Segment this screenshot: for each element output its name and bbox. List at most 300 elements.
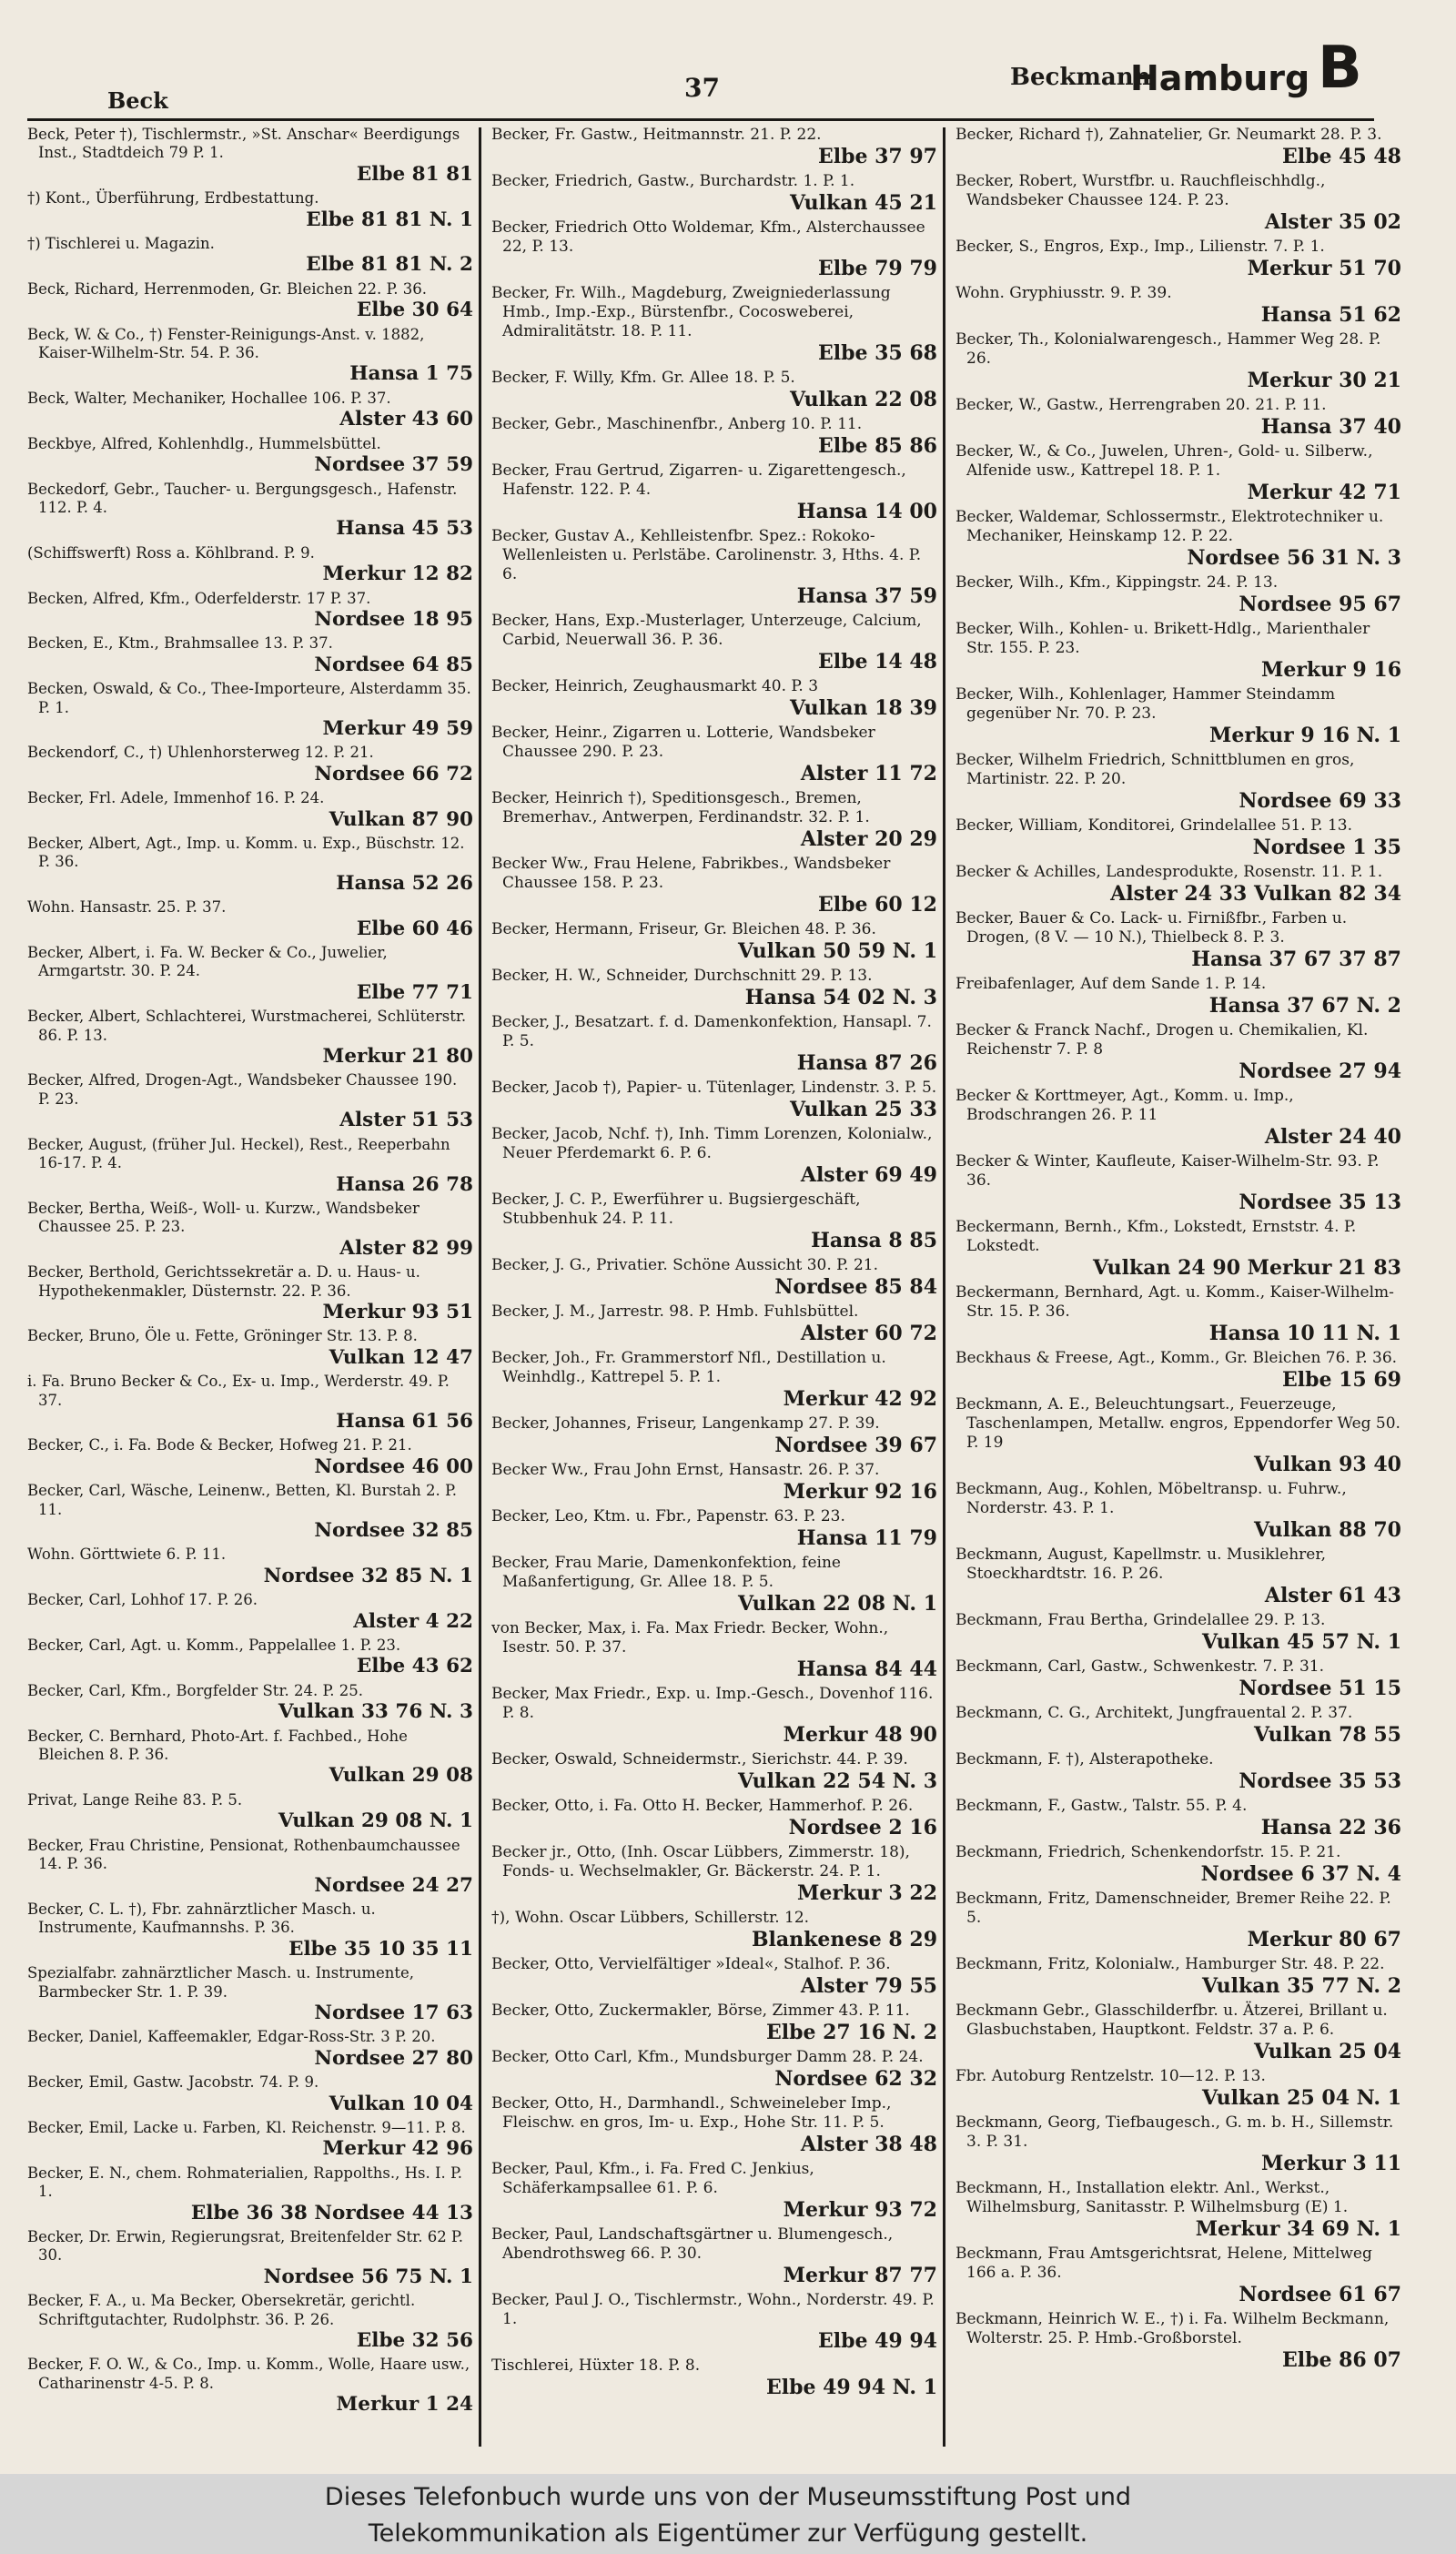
entry-text: Beckmann, Fritz, Damenschneider, Bremer Reihe 22. P. 5. [956, 1890, 1391, 1927]
entry-phone-number: Hansa 37 59 [796, 584, 937, 608]
entry-text: Beckermann, Bernh., Kfm., Lokstedt, Ernststr. 4. P. Lokstedt. [956, 1218, 1357, 1255]
entry-text: Beckendorf, C., †) Uhlenhorsterweg 12. P. 21. [27, 744, 374, 762]
entry-phone-number: Vulkan 22 08 N. 1 [737, 1592, 937, 1616]
directory-entry [27, 2164, 473, 2225]
directory-entry [27, 1200, 473, 1260]
entry-text: i. Fa. Bruno Becker & Co., Ex- u. Imp., Werderstr. 49. P. 37. [27, 1373, 450, 1409]
directory-entry [491, 126, 937, 168]
entry-text: Beckmann, Frau Bertha, Grindelallee 29. P. 13. [956, 1611, 1326, 1629]
entry-phone-number: Hansa 84 44 [796, 1657, 937, 1681]
entry-phone-number: Elbe 37 97 [817, 145, 937, 168]
entry-phone-number: Vulkan 78 55 [1253, 1723, 1401, 1747]
entry-text: Becker, W., Gastw., Herrengraben 20. 21. P. 11. [956, 396, 1327, 414]
entry-text: Becker, Wilh., Kohlen- u. Brikett-Hdlg., Marienthaler Str. 155. P. 23. [956, 620, 1370, 657]
entry-text: Becker, Fr. Wilh., Magdeburg, Zweigniederlassung Hmb., Imp.-Exp., Bürstenfbr., Cocosweberei, Admiralitätstr. 18. P. 11. [491, 284, 891, 340]
entry-phone-number: Alster 61 43 [1264, 1584, 1401, 1607]
directory-entry [491, 855, 937, 917]
directory-entry [27, 2028, 473, 2070]
directory-entry [956, 2067, 1401, 2110]
directory-entry [27, 2228, 473, 2288]
entry-text: Becker & Korttmeyer, Agt., Komm. u. Imp., Brodschrangen 26. P. 11 [956, 1087, 1294, 1124]
directory-entry [27, 481, 473, 541]
directory-entry [27, 1837, 473, 1897]
entry-text: Becker, Albert, i. Fa. W. Becker & Co., Juwelier, Armgartstr. 30. P. 24. [27, 944, 388, 980]
entry-phone-number: Nordsee 95 67 [1239, 593, 1401, 616]
entry-text: Becker, J. G., Privatier. Schöne Aussicht 30. P. 21. [491, 1256, 878, 1274]
entry-phone-number: Elbe 15 69 [1281, 1368, 1401, 1392]
entry-phone-number: Elbe 35 10 35 11 [288, 1937, 473, 1961]
entry-phone-number: Nordsee 27 94 [1239, 1059, 1401, 1083]
page-number: 37 [684, 73, 720, 103]
entry-text: Becker, Heinrich, Zeughausmarkt 40. P. 3 [491, 677, 819, 695]
entry-text: Beckmann, Friedrich, Schenkendorfstr. 15. P. 21. [956, 1843, 1341, 1861]
entry-text: Beckmann, F., Gastw., Talstr. 55. P. 4. [956, 1797, 1248, 1815]
entry-phone-number: Hansa 37 40 [1260, 415, 1401, 439]
entry-text: Becker, Emil, Gastw. Jacobstr. 74. P. 9. [27, 2073, 319, 2092]
entry-phone-number: Merkur 9 16 [1260, 658, 1401, 682]
entry-phone-number: Merkur 9 16 N. 1 [1209, 724, 1401, 747]
entry-text: Becker, Max Friedr., Exp. u. Imp.-Gesch., Dovenhof 116. P. 8. [491, 1685, 934, 1722]
directory-entry [491, 415, 937, 458]
entry-text: Becker, Carl, Lohhof 17. P. 26. [27, 1591, 258, 1609]
directory-entry [956, 620, 1401, 682]
entry-phone-number: Merkur 42 96 [322, 2137, 473, 2161]
directory-entry [491, 1955, 937, 1998]
entry-text: Beckmann, Heinrich W. E., †) i. Fa. Wilhelm Beckmann, Wolterstr. 25. P. Hmb.-Großborstel. [956, 2310, 1390, 2347]
directory-entry [27, 1546, 473, 1587]
entry-text: Becker, Carl, Agt. u. Komm., Pappelallee 1. P. 23. [27, 1637, 401, 1655]
entry-text: Beckmann, Georg, Tiefbaugesch., G. m. b. H., Sillemstr. 3. P. 31. [956, 2113, 1394, 2151]
entry-text: Beckbye, Alfred, Kohlenhdlg., Hummelsbüttel. [27, 434, 381, 452]
entry-text: Beckmann, August, Kapellmstr. u. Musiklehrer, Stoeckhardtstr. 16. P. 26. [956, 1546, 1327, 1583]
entry-phone-number: Nordsee 61 67 [1239, 2283, 1401, 2306]
directory-entry [956, 1611, 1401, 1654]
entry-text: Becker, Jacob, Nchf. †), Inh. Timm Lorenzen, Kolonialw., Neuer Pferdemarkt 6. P. 6. [491, 1125, 933, 1162]
directory-entry [27, 1682, 473, 1724]
entry-phone-number: Merkur 42 92 [783, 1387, 937, 1411]
directory-entry [491, 1797, 937, 1839]
entry-phone-number: Vulkan 22 54 N. 3 [737, 1769, 937, 1793]
entry-text: Becker, C., i. Fa. Bode & Becker, Hofweg 21. P. 21. [27, 1436, 412, 1454]
directory-entry [491, 967, 937, 1009]
entry-phone-number: Alster 82 99 [339, 1236, 473, 1260]
entry-text: Beckmann, Aug., Kohlen, Möbeltransp. u. Fuhrw., Norderstr. 43. P. 1. [956, 1480, 1347, 1517]
directory-entry [956, 1480, 1401, 1542]
entry-text: Becker, Otto Carl, Kfm., Mundsburger Damm 28. P. 24. [491, 2048, 924, 2066]
entry-text: Beck, W. & Co., †) Fenster-Reinigungs-Anst. v. 1882, Kaiser-Wilhelm-Str. 54. P. 36. [27, 325, 425, 362]
directory-entry [491, 789, 937, 851]
directory-entry [491, 2160, 937, 2222]
directory-entry [491, 1554, 937, 1616]
entry-phone-number: Alster 4 22 [353, 1609, 473, 1633]
entry-phone-number: Alster 51 53 [339, 1109, 473, 1132]
directory-entry [27, 1964, 473, 2024]
header-left-guide-word: Beck [107, 87, 168, 114]
entry-phone-number: Nordsee 32 85 [314, 1519, 473, 1542]
footer-notice [0, 2474, 1456, 2554]
entry-phone-number: Merkur 80 67 [1247, 1928, 1401, 1951]
directory-entry [27, 189, 473, 231]
entry-phone-number: Vulkan 22 08 [789, 388, 937, 411]
directory-entry [27, 634, 473, 676]
entry-phone-number: Nordsee 6 37 N. 4 [1200, 1862, 1401, 1886]
directory-entry [956, 1890, 1401, 1951]
entry-text: Becker, Alfred, Drogen-Agt., Wandsbeker Chaussee 190. P. 23. [27, 1071, 458, 1108]
entry-text: Becker, Carl, Kfm., Borgfelder Str. 24. P. 25. [27, 1681, 363, 1699]
directory-entry [27, 2356, 473, 2416]
entry-phone-number: Elbe 60 46 [356, 917, 473, 940]
entry-text: Becker, Otto, Vervielfältiger »Ideal«, Stalhof. P. 36. [491, 1955, 891, 1973]
entry-phone-number: Nordsee 18 95 [314, 607, 473, 631]
entry-text: Becker, Wilh., Kohlenlager, Hammer Steindamm gegenüber Nr. 70. P. 23. [956, 685, 1336, 723]
entry-text: Becker, Otto, H., Darmhandl., Schweineleber Imp., Fleischw. en gros, Im- u. Exp., Hohe Str. 11. P. 5. [491, 2094, 892, 2132]
entry-text: Becker, Otto, Zuckermakler, Börse, Zimmer 43. P. 11. [491, 2002, 910, 2020]
directory-entry [956, 2113, 1401, 2175]
entry-phone-number: Elbe 43 62 [356, 1655, 473, 1678]
entry-phone-number: Elbe 32 56 [356, 2329, 473, 2353]
directory-entry [491, 1349, 937, 1411]
directory-entry [491, 1414, 937, 1457]
entry-phone-number: Hansa 52 26 [336, 871, 473, 895]
directory-entry [491, 1461, 937, 1504]
directory-entry [956, 2245, 1401, 2306]
entry-phone-number: Nordsee 51 15 [1239, 1677, 1401, 1700]
entry-text: Becker, William, Konditorei, Grindelallee 51. P. 13. [956, 816, 1353, 835]
directory-entry [27, 2073, 473, 2115]
directory-entry [491, 284, 937, 365]
entry-phone-number: Alster 24 40 [1264, 1125, 1401, 1149]
entry-phone-number: Vulkan 18 39 [789, 696, 937, 720]
directory-entry [491, 369, 937, 411]
entry-phone-number: Vulkan 93 40 [1253, 1453, 1401, 1476]
directory-entry [491, 1909, 937, 1951]
directory-entry [491, 1843, 937, 1905]
directory-entry [27, 1728, 473, 1788]
entry-phone-number: Elbe 30 64 [356, 299, 473, 322]
entry-phone-number: Vulkan 33 76 N. 3 [278, 1700, 473, 1724]
entry-text: Becker, Th., Kolonialwarengesch., Hammer Weg 28. P. 26. [956, 330, 1381, 368]
entry-phone-number: Hansa 11 79 [796, 1526, 937, 1550]
entry-phone-number: Nordsee 46 00 [314, 1454, 473, 1478]
directory-entry [956, 126, 1401, 168]
entry-text: Becker, Heinrich †), Speditionsgesch., Bremen, Bremerhav., Antwerpen, Ferdinandstr. 32. P. 1. [491, 789, 870, 826]
entry-text: Becker, W., & Co., Juwelen, Uhren-, Gold- u. Silberw., Alfenide usw., Kattrepel 18. P. 1. [956, 442, 1373, 480]
header-right-guide-word: Beckmann [1010, 64, 1151, 91]
directory-entry [27, 1071, 473, 1131]
directory-entry [27, 544, 473, 586]
entry-phone-number: Hansa 37 67 N. 2 [1208, 994, 1401, 1018]
entry-phone-number: Elbe 45 48 [1281, 145, 1401, 168]
directory-entry [27, 590, 473, 632]
directory-entry [956, 1283, 1401, 1345]
entry-text: Becker, C. Bernhard, Photo-Art. f. Fachbed., Hohe Bleichen 8. P. 36. [27, 1727, 408, 1764]
entry-text: Fbr. Autoburg Rentzelstr. 10—12. P. 13. [956, 2067, 1266, 2085]
entry-phone-number: Merkur 92 16 [783, 1480, 937, 1504]
entry-phone-number: Hansa 1 75 [349, 362, 473, 386]
directory-entry [491, 2002, 937, 2044]
entry-text: Becker, Gustav A., Kehlleistenfbr. Spez.: Rokoko-Wellenleisten u. Perlstäbe. Carolinenstr. 3, Hths. 4. P. 6. [491, 527, 922, 583]
entry-text: Becker & Franck Nachf., Drogen u. Chemikalien, Kl. Reichenstr 7. P. 8 [956, 1021, 1369, 1059]
directory-entry [27, 1436, 473, 1478]
entry-text: Becker, J., Besatzart. f. d. Damenkonfektion, Hansapl. 7. P. 5. [491, 1013, 932, 1050]
entry-phone-number: Merkur 12 82 [322, 562, 473, 586]
entry-phone-number: Nordsee 37 59 [314, 453, 473, 477]
entry-text: Becken, E., Ktm., Brahmsallee 13. P. 37. [27, 634, 333, 653]
entry-phone-number: Vulkan 24 90 Merkur 21 83 [1092, 1256, 1401, 1280]
entry-phone-number: Elbe 49 94 N. 1 [765, 2376, 937, 2399]
entry-phone-number: Vulkan 25 04 [1253, 2040, 1401, 2063]
entry-phone-number: Elbe 86 07 [1281, 2348, 1401, 2372]
entry-text: Beckedorf, Gebr., Taucher- u. Bergungsgesch., Hafenstr. 112. P. 4. [27, 480, 458, 516]
entry-phone-number: Alster 24 33 Vulkan 82 34 [1110, 882, 1401, 906]
entry-text: Wohn. Gryphiusstr. 9. P. 39. [956, 284, 1172, 302]
directory-entry [491, 1079, 937, 1121]
entry-text: Beckmann, C. G., Architekt, Jungfrauental 2. P. 37. [956, 1704, 1353, 1722]
entry-text: Beck, Walter, Mechaniker, Hochallee 106. P. 37. [27, 389, 391, 407]
entry-text: Becker, Daniel, Kaffeemakler, Edgar-Ross-Str. 3 P. 20. [27, 2028, 436, 2046]
entry-phone-number: Merkur 87 77 [783, 2264, 937, 2287]
entry-text: Becker, Jacob †), Papier- u. Tütenlager, Lindenstr. 3. P. 5. [491, 1079, 937, 1097]
directory-entry [27, 2292, 473, 2352]
entry-text: Wohn. Görttwiete 6. P. 11. [27, 1546, 227, 1564]
entry-phone-number: Nordsee 35 13 [1239, 1191, 1401, 1214]
entry-text: Becker, Frau Gertrud, Zigarren- u. Zigarettengesch., Hafenstr. 122. P. 4. [491, 461, 906, 499]
directory-entry [27, 744, 473, 785]
entry-phone-number: Nordsee 17 63 [314, 2001, 473, 2024]
entry-phone-number: Vulkan 45 57 N. 1 [1201, 1630, 1401, 1654]
entry-text: Becker Ww., Frau John Ernst, Hansastr. 26. P. 37. [491, 1461, 880, 1479]
entry-phone-number: Hansa 51 62 [1260, 303, 1401, 327]
header-rule [27, 118, 1374, 121]
entry-phone-number: Vulkan 12 47 [329, 1345, 473, 1369]
entry-text: Beckmann Gebr., Glasschilderfbr. u. Ätzerei, Brillant u. Glasbuchstaben, Hauptkont. Feldstr. 37 a. P. 6. [956, 2002, 1388, 2039]
entry-phone-number: Vulkan 88 70 [1253, 1518, 1401, 1542]
entry-text: Becker jr., Otto, (Inh. Oscar Lübbers, Zimmerstr. 18), Fonds- u. Wechselmakler, Gr. Bäckerstr. 24. P. 1. [491, 1843, 910, 1880]
entry-phone-number: Elbe 27 16 N. 2 [765, 2021, 937, 2044]
entry-text: Becker, Hermann, Friseur, Gr. Bleichen 48. P. 36. [491, 920, 876, 938]
entry-phone-number: Nordsee 1 35 [1252, 836, 1401, 859]
entry-phone-number: Elbe 81 81 N. 2 [306, 253, 473, 277]
entry-text: Becker, F. A., u. Ma Becker, Obersekretär, gerichtl. Schriftgutachter, Rudolphstr. 36. P. 26. [27, 2292, 416, 2328]
entry-text: Becken, Oswald, & Co., Thee-Importeure, Alsterdamm 35. P. 1. [27, 680, 471, 716]
directory-entry [27, 435, 473, 477]
entry-phone-number: Merkur 3 22 [796, 1881, 937, 1905]
header-section-letter: B [1318, 35, 1362, 102]
entry-phone-number: Hansa 14 00 [796, 500, 937, 523]
entry-text: Becker, Oswald, Schneidermstr., Sierichstr. 44. P. 39. [491, 1750, 908, 1769]
entry-text: Spezialfabr. zahnärztlicher Masch. u. Instrumente, Barmbecker Str. 1. P. 39. [27, 1964, 415, 2001]
entry-phone-number: Alster 79 55 [800, 1974, 937, 1998]
entry-phone-number: Merkur 3 11 [1260, 2152, 1401, 2175]
entry-phone-number: Nordsee 56 75 N. 1 [263, 2265, 473, 2288]
directory-entry [27, 1791, 473, 1833]
entry-phone-number: Elbe 77 71 [356, 980, 473, 1004]
entry-phone-number: Vulkan 25 33 [789, 1098, 937, 1121]
entry-text: Becker, J. C. P., Ewerführer u. Bugsiergeschäft, Stubbenhuk 24. P. 11. [491, 1191, 861, 1228]
directory-entry [956, 2002, 1401, 2063]
directory-entry [956, 1750, 1401, 1793]
directory-entry [956, 330, 1401, 392]
directory-entry [956, 863, 1401, 906]
entry-phone-number: Hansa 37 67 37 87 [1191, 948, 1401, 971]
entry-text: Becker, Paul, Kfm., i. Fa. Fred C. Jenkius, Schäferkampsallee 61. P. 6. [491, 2160, 814, 2197]
entry-phone-number: Merkur 93 72 [783, 2198, 937, 2222]
entry-text: Becker, Fr. Gastw., Heitmannstr. 21. P. 22. [491, 126, 822, 144]
entry-text: Becker, S., Engros, Exp., Imp., Lilienstr. 7. P. 1. [956, 238, 1325, 256]
entry-phone-number: Nordsee 62 32 [774, 2067, 937, 2091]
entry-text: Becken, Alfred, Kfm., Oderfelderstr. 17 P. 37. [27, 589, 371, 607]
entry-phone-number: Vulkan 10 04 [329, 2092, 473, 2115]
entry-text: Becker, Richard †), Zahnatelier, Gr. Neumarkt 28. P. 3. [956, 126, 1382, 144]
entry-text: Becker, Otto, i. Fa. Otto H. Becker, Hammerhof. P. 26. [491, 1797, 914, 1815]
entry-phone-number: Nordsee 2 16 [788, 1816, 937, 1839]
entry-text: Beck, Peter †), Tischlermstr., »St. Anschar« Beerdigungs Inst., Stadtdeich 79 P. 1. [27, 126, 460, 162]
directory-entry [956, 751, 1401, 813]
entry-text: Becker, Dr. Erwin, Regierungsrat, Breitenfelder Str. 62 P. 30. [27, 2228, 463, 2265]
directory-entry [956, 1021, 1401, 1083]
directory-entry [27, 789, 473, 831]
directory-entry [27, 1591, 473, 1633]
entry-text: Becker, J. M., Jarrestr. 98. P. Hmb. Fuhlsbüttel. [491, 1302, 859, 1321]
directory-entry [491, 1256, 937, 1299]
directory-entry [956, 1797, 1401, 1839]
entry-text: Becker, Carl, Wäsche, Leinenw., Betten, Kl. Burstah 2. P. 11. [27, 1482, 458, 1518]
entry-text: Becker, Bruno, Öle u. Fette, Gröninger Str. 13. P. 8. [27, 1327, 418, 1345]
entry-phone-number: Elbe 14 48 [817, 650, 937, 674]
entry-phone-number: Alster 35 02 [1264, 210, 1401, 234]
entry-text: Becker Ww., Frau Helene, Fabrikbes., Wandsbeker Chaussee 158. P. 23. [491, 855, 891, 892]
entry-phone-number: Vulkan 50 59 N. 1 [737, 939, 937, 963]
entry-text: Becker, Leo, Ktm. u. Fbr., Papenstr. 63. P. 23. [491, 1507, 845, 1525]
directory-entry [27, 126, 473, 186]
entry-text: Becker, Robert, Wurstfbr. u. Rauchfleischhdlg., Wandsbeker Chaussee 124. P. 23. [956, 172, 1326, 209]
entry-phone-number: Merkur 51 70 [1247, 257, 1401, 280]
entry-text: Becker, F. Willy, Kfm. Gr. Allee 18. P. 5. [491, 369, 795, 387]
entry-phone-number: Nordsee 27 80 [314, 2046, 473, 2070]
entry-text: (Schiffswerft) Ross a. Köhlbrand. P. 9. [27, 543, 315, 562]
entry-phone-number: Alster 43 60 [339, 408, 473, 431]
directory-entry [956, 909, 1401, 971]
entry-phone-number: Elbe 81 81 N. 1 [306, 208, 473, 231]
directory-entry [491, 2094, 937, 2156]
entry-phone-number: Hansa 22 36 [1260, 1816, 1401, 1839]
entry-phone-number: Vulkan 87 90 [329, 807, 473, 831]
entry-text: Becker, Frl. Adele, Immenhof 16. P. 24. [27, 789, 325, 807]
directory-entry [956, 2179, 1401, 2241]
entry-phone-number: Vulkan 45 21 [789, 191, 937, 215]
directory-entry [491, 1125, 937, 1187]
entry-phone-number: Merkur 30 21 [1247, 369, 1401, 392]
entry-text: Becker & Winter, Kaufleute, Kaiser-Wilhelm-Str. 93. P. 36. [956, 1152, 1380, 1190]
entry-text: Beckmann, Fritz, Kolonialw., Hamburger Str. 48. P. 22. [956, 1955, 1385, 1973]
entry-phone-number: Nordsee 35 53 [1239, 1769, 1401, 1793]
directory-entry [491, 1013, 937, 1075]
column-2 [491, 126, 937, 2451]
entry-phone-number: Nordsee 64 85 [314, 653, 473, 676]
directory-entry [27, 1373, 473, 1433]
entry-phone-number: Nordsee 69 33 [1239, 789, 1401, 813]
entry-phone-number: Nordsee 85 84 [774, 1275, 937, 1299]
directory-entry [956, 975, 1401, 1018]
entry-text: †) Kont., Überführung, Erdbestattung. [27, 189, 319, 208]
entry-phone-number: Alster 20 29 [800, 827, 937, 851]
directory-entry [956, 1955, 1401, 1998]
directory-entry [956, 573, 1401, 616]
entry-text: Becker, August, (früher Jul. Heckel), Rest., Reeperbahn 16-17. P. 4. [27, 1135, 450, 1172]
column-1 [27, 126, 473, 2451]
directory-entry [27, 680, 473, 740]
entry-phone-number: Elbe 60 12 [817, 893, 937, 917]
directory-entry [956, 1395, 1401, 1476]
entry-phone-number: Elbe 35 68 [817, 341, 937, 365]
entry-text: †) Tischlerei u. Magazin. [27, 235, 215, 253]
directory-entry [27, 1327, 473, 1369]
entry-phone-number: Alster 11 72 [800, 762, 937, 785]
directory-entry [956, 1546, 1401, 1607]
directory-entry [27, 280, 473, 322]
entry-phone-number: Vulkan 29 08 N. 1 [278, 1809, 473, 1833]
entry-text: Beckmann, F. †), Alsterapotheke. [956, 1750, 1214, 1769]
footer-line-1: Dieses Telefonbuch wurde uns von der Museumsstiftung Post und [324, 2483, 1132, 2511]
entry-phone-number: Hansa 8 85 [811, 1229, 937, 1252]
entry-text: Becker, H. W., Schneider, Durchschnitt 29. P. 13. [491, 967, 873, 985]
entry-text: †), Wohn. Oscar Lübbers, Schillerstr. 12. [491, 1909, 810, 1927]
entry-text: Beckmann, A. E., Beleuchtungsart., Feuerzeuge, Taschenlampen, Metallw. engros, Eppendorfer Weg 50. P. 19 [956, 1395, 1400, 1452]
directory-entry [956, 2310, 1401, 2372]
entry-text: Becker, Wilhelm Friedrich, Schnittblumen en gros, Martinistr. 22. P. 20. [956, 751, 1355, 788]
entry-phone-number: Nordsee 39 67 [774, 1434, 937, 1457]
entry-text: Becker, Friedrich, Gastw., Burchardstr. 1. P. 1. [491, 172, 855, 190]
entry-text: Becker, Hans, Exp.-Musterlager, Unterzeuge, Calcium, Carbid, Neuerwall 36. P. 36. [491, 612, 922, 649]
directory-entry [491, 1191, 937, 1252]
directory-entry [956, 1349, 1401, 1392]
entry-text: Becker, Albert, Schlachterei, Wurstmacherei, Schlüterstr. 86. P. 13. [27, 1008, 467, 1044]
entry-phone-number: Hansa 61 56 [336, 1409, 473, 1433]
directory-entry [491, 1750, 937, 1793]
directory-entry [491, 2048, 937, 2091]
directory-entry [956, 816, 1401, 859]
directory-entry [956, 1152, 1401, 1214]
directory-entry [491, 2356, 937, 2399]
entry-text: Beckmann, Frau Amtsgerichtsrat, Helene, Mittelweg 166 a. P. 36. [956, 2245, 1372, 2282]
entry-text: Beck, Richard, Herrenmoden, Gr. Bleichen 22. P. 36. [27, 279, 427, 298]
entry-phone-number: Vulkan 29 08 [329, 1764, 473, 1788]
directory-entry [27, 1263, 473, 1323]
entry-phone-number: Nordsee 32 85 N. 1 [263, 1564, 473, 1587]
entry-phone-number: Hansa 87 26 [796, 1051, 937, 1075]
entry-phone-number: Elbe 81 81 [356, 162, 473, 186]
directory-entry [27, 390, 473, 431]
entry-phone-number: Alster 60 72 [800, 1322, 937, 1345]
directory-entry [956, 1657, 1401, 1700]
entry-text: Becker, Bertha, Weiß-, Woll- u. Kurzw., Wandsbeker Chaussee 25. P. 23. [27, 1199, 420, 1236]
entry-phone-number: Nordsee 56 31 N. 3 [1187, 546, 1401, 570]
entry-text: Becker, Paul J. O., Tischlermstr., Wohn., Norderstr. 49. P. 1. [491, 2291, 935, 2328]
directory-entry [956, 284, 1401, 327]
entry-phone-number: Elbe 36 38 Nordsee 44 13 [190, 2201, 473, 2225]
directory-entry [491, 724, 937, 785]
entry-text: Tischlerei, Hüxter 18. P. 8. [491, 2356, 701, 2375]
entry-phone-number: Hansa 45 53 [336, 517, 473, 541]
entry-phone-number: Nordsee 24 27 [314, 1873, 473, 1897]
directory-entry [491, 2225, 937, 2287]
entry-text: Privat, Lange Reihe 83. P. 5. [27, 1790, 243, 1809]
directory-entry [491, 1302, 937, 1345]
entry-phone-number: Vulkan 35 77 N. 2 [1201, 1974, 1401, 1998]
directory-entry [27, 944, 473, 1004]
entry-text: Beckhaus & Freese, Agt., Komm., Gr. Bleichen 76. P. 36. [956, 1349, 1398, 1367]
entry-phone-number: Alster 38 48 [800, 2133, 937, 2156]
